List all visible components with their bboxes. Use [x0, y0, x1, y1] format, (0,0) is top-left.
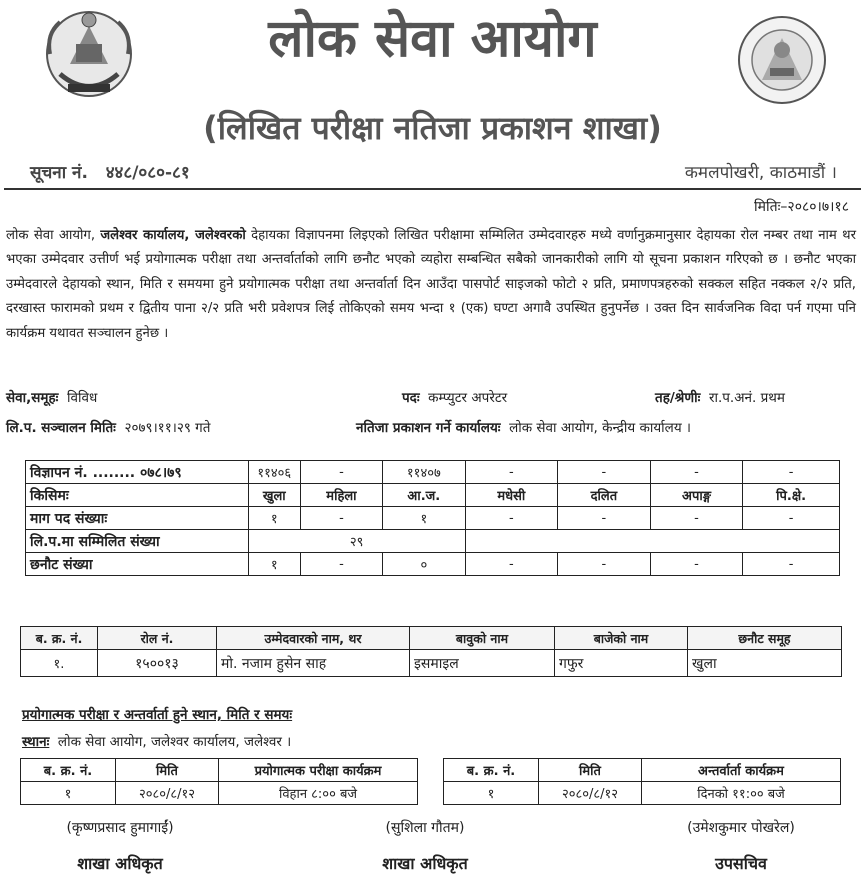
adv-label: विज्ञापन नं. ........ ०७८।७९: [26, 461, 249, 484]
venue-line: [22, 732, 291, 750]
sn-cell: १.: [21, 650, 98, 677]
selected-cell: -: [465, 553, 558, 576]
col-header: मिति: [116, 759, 219, 782]
demand-cell: -: [465, 507, 558, 530]
col-header: छनौट समूह: [688, 627, 842, 650]
demand-cell: -: [650, 507, 743, 530]
type-label: किसिमः: [26, 484, 249, 507]
notice-label: सूचना नं.: [30, 163, 88, 183]
table-row: [21, 650, 842, 677]
notice-date: मितिः–२०८०।७।१८: [753, 199, 849, 215]
demand-cell: -: [300, 507, 382, 530]
notice-number: [30, 160, 190, 183]
demand-cell: १: [383, 507, 465, 530]
post-value: कम्प्युटर अपरेटर: [428, 390, 508, 406]
venue-label: स्थानः: [22, 734, 50, 750]
col-header: ब. क्र. नं.: [21, 759, 116, 782]
demand-label: माग पद संख्याः: [26, 507, 249, 530]
interview-header-row: [444, 759, 841, 782]
adv-number: -: [465, 461, 558, 484]
practical-table: [20, 758, 418, 805]
selected-row: [26, 553, 840, 576]
col-header: बावुको नाम: [410, 627, 555, 650]
schedule-heading: प्रयोगात्मक परीक्षा र अन्तर्वार्ता हुने स्थान, मिति र समयः: [22, 707, 293, 723]
col-header: ब. क्र. नं.: [444, 759, 539, 782]
adv-number: -: [558, 461, 651, 484]
selected-cell: -: [650, 553, 743, 576]
service-label: सेवा,समूहः: [6, 390, 59, 406]
practical-header-row: [21, 759, 418, 782]
father-cell: इसमाइल: [410, 650, 555, 677]
date-cell: २०८०/८/१२: [116, 782, 219, 805]
col-header: बाजेको नाम: [555, 627, 688, 650]
signatory-name: (कृष्णप्रसाद हुमागाईं): [66, 820, 174, 836]
type-cell: महिला: [300, 484, 382, 507]
venue-value: लोक सेवा आयोग, जलेश्वर कार्यालय, जलेश्वर ।: [57, 734, 292, 750]
roll-cell: १५००१३: [98, 650, 217, 677]
candidates-table: [20, 626, 842, 677]
exam-date-label: लि.प. सञ्चालन मितिः: [6, 420, 116, 436]
name-cell: मो. नजाम हुसेन साह: [217, 650, 410, 677]
group-cell: खुला: [688, 650, 842, 677]
adv-number: ११४०७: [383, 461, 465, 484]
attended-count: २९: [248, 530, 465, 553]
table-row: [444, 782, 841, 805]
sn-cell: १: [21, 782, 116, 805]
col-header: उम्मेदवारको नाम, थर: [217, 627, 410, 650]
post-label: पदः: [402, 390, 420, 406]
attended-row: [26, 530, 840, 553]
exam-date-info: [6, 418, 210, 436]
type-cell: मधेसी: [465, 484, 558, 507]
notice-paragraph: [6, 224, 856, 346]
adv-number: -: [300, 461, 382, 484]
selected-cell: ०: [383, 553, 465, 576]
adv-row: [26, 461, 840, 484]
attended-label: लि.प.मा सम्मिलित संख्या: [26, 530, 249, 553]
level-label: तह/श्रेणीः: [655, 390, 701, 406]
col-header: ब. क्र. नं.: [21, 627, 98, 650]
col-header: अन्तर्वार्ता कार्यक्रम: [642, 759, 841, 782]
interview-table: [443, 758, 841, 805]
signatory-title: शाखा अधिकृत: [382, 854, 468, 873]
sn-cell: १: [444, 782, 539, 805]
col-header: प्रयोगात्मक परीक्षा कार्यक्रम: [219, 759, 418, 782]
signatory-title: शाखा अधिकृत: [77, 854, 163, 873]
service-value: विविध: [66, 390, 98, 406]
result-office-info: [356, 418, 691, 436]
demand-cell: -: [743, 507, 840, 530]
selected-cell: -: [558, 553, 651, 576]
service-info: [6, 388, 97, 406]
signatory-name: (उमेशकुमार पोखरेल): [687, 820, 795, 836]
col-header: रोल नं.: [98, 627, 217, 650]
selected-cell: १: [248, 553, 300, 576]
paragraph-office: जलेश्वर कार्यालय, जलेश्वरको: [100, 228, 246, 243]
signatory-title: उपसचिव: [715, 854, 767, 873]
selected-label: छनौट संख्या: [26, 553, 249, 576]
table-row: [21, 782, 418, 805]
type-cell: आ.ज.: [383, 484, 465, 507]
signatory-name: (सुशिला गौतम): [385, 820, 465, 836]
type-cell: अपाङ्ग: [650, 484, 743, 507]
type-cell: पि.क्षे.: [743, 484, 840, 507]
post-info: [402, 388, 507, 406]
selected-cell: -: [743, 553, 840, 576]
demand-row: [26, 507, 840, 530]
adv-number: -: [650, 461, 743, 484]
adv-number: ११४०६: [248, 461, 300, 484]
demand-cell: १: [248, 507, 300, 530]
type-row: [26, 484, 840, 507]
paragraph-post: देहायका विज्ञापनमा लिइएको लिखित परीक्षामा सम्मिलित उम्मेदवारहरु मध्ये वर्णानुक्रमानुसार देहायका रोल नम्बर तथा नाम थर भएका उम्मेदवार उत्तीर्ण भई प्रयोगात्मक परीक्षा तथा अन्तर्वार्ताको लागि छनौट भएको व्यहोरा सम्बन्धित सबैको जानकारीको लागि यो सूचना प्रकाशन गरिएको छ । छनौट भएका उम्मेदवारले देहायको स्थान, मिति र समयमा हुने प्रयोगात्मक परीक्षा तथा अन्तर्वार्ता दिन आउँदा पासपोर्ट साइजको फोटो २ प्रति, प्रमाणपत्रहरुको सक्कल सहित नक्कल २/२ प्रति, दरखास्त फारामको प्रथम र द्वितीय पाना २/२ प्रति भरी प्रवेशपत्र लिई तोकिएको समय भन्दा १ (एक) घण्टा अगावै उपस्थित हुनुपर्नेछ । उक्त दिन सार्वजनिक विदा पर्न गएमा पनि कार्यक्रम यथावत सञ्चालन हुनेछ ।: [6, 228, 856, 341]
time-cell: दिनको ११:०० बजे: [642, 782, 841, 805]
attended-empty: [465, 530, 839, 553]
summary-table: [25, 460, 840, 576]
date-cell: २०८०/८/१२: [539, 782, 642, 805]
grandfather-cell: गफुर: [555, 650, 688, 677]
office-location: कमलपोखरी, काठमाडौं ।: [684, 163, 837, 183]
adv-number: -: [743, 461, 840, 484]
divider: [4, 188, 861, 190]
branch-title: (लिखित परीक्षा नतिजा प्रकाशन शाखा): [203, 109, 662, 147]
level-info: [655, 388, 785, 406]
col-header: मिति: [539, 759, 642, 782]
selected-cell: -: [300, 553, 382, 576]
level-value: रा.प.अनं. प्रथम: [708, 390, 785, 406]
type-cell: खुला: [248, 484, 300, 507]
org-title: लोक सेवा आयोग: [268, 9, 597, 69]
office-value: लोक सेवा आयोग, केन्द्रीय कार्यालय ।: [509, 420, 692, 436]
time-cell: विहान ८:०० बजे: [219, 782, 418, 805]
notice-no: ४४८/०८०-८१: [105, 163, 190, 183]
exam-date-value: २०७९।११।२९ गते: [124, 420, 211, 436]
paragraph-pre: लोक सेवा आयोग,: [6, 228, 101, 243]
demand-cell: -: [558, 507, 651, 530]
office-label: नतिजा प्रकाशन गर्ने कार्यालयः: [356, 420, 501, 436]
candidates-header-row: [21, 627, 842, 650]
type-cell: दलित: [558, 484, 651, 507]
